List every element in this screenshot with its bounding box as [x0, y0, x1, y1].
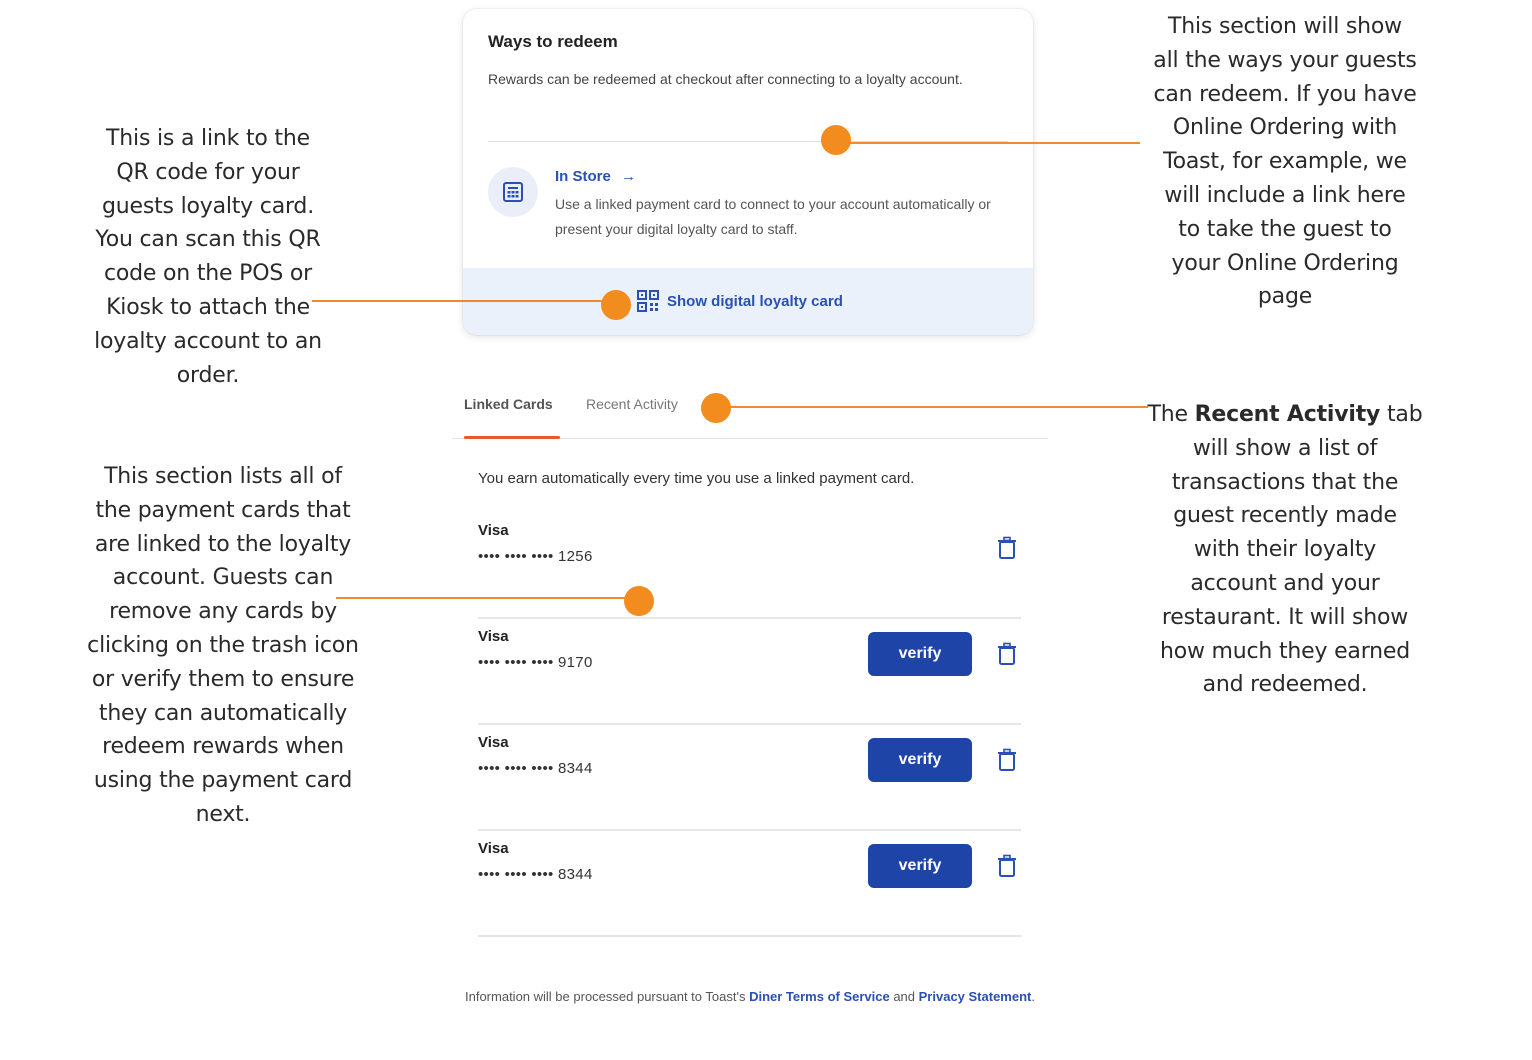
card-brand: Visa [478, 840, 509, 857]
trash-icon[interactable] [997, 854, 1017, 878]
annotation-line: transactions that the [1171, 469, 1399, 495]
annotation-line: account. Guests can [112, 565, 334, 591]
linked-card-row [478, 830, 1021, 937]
store-icon [488, 167, 538, 217]
annotation-line: will include a link here [1164, 182, 1406, 208]
annotation-line: will show a list of [1192, 435, 1378, 461]
trash-icon[interactable] [997, 536, 1017, 560]
connector-line [336, 597, 626, 599]
card-number: •••• •••• •••• 1256 [478, 548, 593, 565]
verify-button[interactable]: verify [868, 632, 972, 676]
annotation-line: Online Ordering with [1172, 115, 1398, 141]
annotation-line: redeem rewards when [102, 734, 344, 760]
annotation-line: the payment cards that [95, 497, 351, 523]
annotation-line: order. [176, 362, 240, 388]
connector-line [730, 406, 1148, 408]
annotation-ways-to-redeem [1145, 10, 1425, 314]
ways-to-redeem-title: Ways to redeem [488, 32, 618, 51]
diner-terms-link[interactable]: Diner Terms of Service [749, 989, 890, 1004]
in-store-link[interactable] [555, 168, 636, 185]
linked-card-row [478, 618, 1021, 725]
annotation-line: account and your [1190, 570, 1380, 596]
trash-icon[interactable] [997, 642, 1017, 666]
annotation-line: remove any cards by [109, 599, 337, 625]
annotation-line: how much they earned [1159, 638, 1411, 664]
annotation-line: guest recently made [1173, 503, 1397, 529]
annotation-line: Toast, for example, we [1163, 149, 1407, 175]
annotation-dot [601, 290, 631, 320]
annotation-line: loyalty account to an [94, 328, 322, 354]
annotation-line: QR code for your [116, 159, 300, 185]
annotation-line: to take the guest to [1178, 216, 1392, 242]
annotation-linked-cards [78, 460, 368, 832]
active-tab-indicator [464, 436, 560, 439]
tab-bar [452, 390, 1048, 440]
annotation-line: page [1257, 284, 1313, 310]
tab-recent-activity[interactable]: Recent Activity [586, 396, 678, 412]
verify-button[interactable]: verify [868, 844, 972, 888]
annotation-line: using the payment card [93, 768, 353, 794]
card-number: •••• •••• •••• 8344 [478, 760, 593, 777]
arrow-right-icon: → [621, 168, 637, 185]
register-icon [501, 180, 525, 204]
annotation-line: can redeem. If you have [1153, 81, 1417, 107]
annotation-line: You can scan this QR [95, 227, 321, 253]
annotation-dot [624, 586, 654, 616]
linked-card-row [478, 512, 1021, 619]
tab-linked-cards[interactable]: Linked Cards [464, 396, 553, 412]
annotation-line: restaurant. It will show [1161, 604, 1409, 630]
show-digital-loyalty-card-label: Show digital loyalty card [667, 292, 843, 310]
annotation-recent-activity [1140, 398, 1430, 702]
annotation-line: next. [195, 801, 251, 827]
annotation-line: This is a link to the [106, 126, 310, 151]
card-brand: Visa [478, 734, 509, 751]
card-number: •••• •••• •••• 8344 [478, 866, 593, 883]
connector-line [312, 300, 602, 302]
annotation-line: with their loyalty [1193, 537, 1377, 563]
footer-suffix: . [1031, 989, 1035, 1004]
in-store-label: In Store [555, 168, 611, 185]
earn-info-text: You earn automatically every time you use a linked payment card. [478, 470, 915, 487]
verify-button[interactable]: verify [868, 738, 972, 782]
annotation-lead: The [1147, 402, 1188, 427]
card-brand: Visa [478, 628, 509, 645]
annotation-line: all the ways your guests [1153, 47, 1417, 73]
annotation-tail: tab [1386, 402, 1423, 427]
privacy-statement-link[interactable]: Privacy Statement [918, 989, 1032, 1004]
footer-prefix: Information will be processed pursuant to Toast's [465, 989, 750, 1004]
linked-card-row [478, 724, 1021, 831]
annotation-qr-link [88, 122, 328, 392]
annotation-line: or verify them to ensure [91, 666, 355, 692]
annotation-dot [821, 125, 851, 155]
annotation-dot [701, 393, 731, 423]
card-number: •••• •••• •••• 9170 [478, 654, 593, 671]
annotation-line: This section will show [1168, 14, 1402, 39]
ways-to-redeem-card [463, 9, 1033, 335]
in-store-description: Use a linked payment card to connect to your account automatically or present your digital loyalty card to staff. [555, 196, 991, 237]
show-digital-loyalty-card-button[interactable] [637, 288, 843, 314]
annotation-line: clicking on the trash icon [87, 632, 359, 658]
ways-to-redeem-description: Rewards can be redeemed at checkout after connecting to a loyalty account. [488, 71, 963, 87]
annotation-line [1140, 398, 1430, 432]
annotation-bold-term: Recent Activity [1194, 402, 1381, 427]
trash-icon[interactable] [997, 748, 1017, 772]
annotation-line: code on the POS or [104, 261, 312, 287]
qr-code-icon [637, 290, 659, 312]
annotation-line: are linked to the loyalty [94, 531, 352, 557]
footer-middle: and [889, 989, 919, 1004]
connector-line [850, 142, 1140, 144]
annotation-line: Kiosk to attach the [106, 294, 310, 320]
annotation-line: your Online Ordering [1171, 250, 1399, 276]
card-brand: Visa [478, 522, 509, 539]
legal-footer [452, 986, 1048, 1008]
annotation-line: they can automatically [98, 700, 348, 726]
annotation-line: and redeemed. [1202, 672, 1368, 698]
annotation-line: guests loyalty card. [101, 193, 314, 219]
annotation-line: This section lists all of [104, 464, 342, 489]
